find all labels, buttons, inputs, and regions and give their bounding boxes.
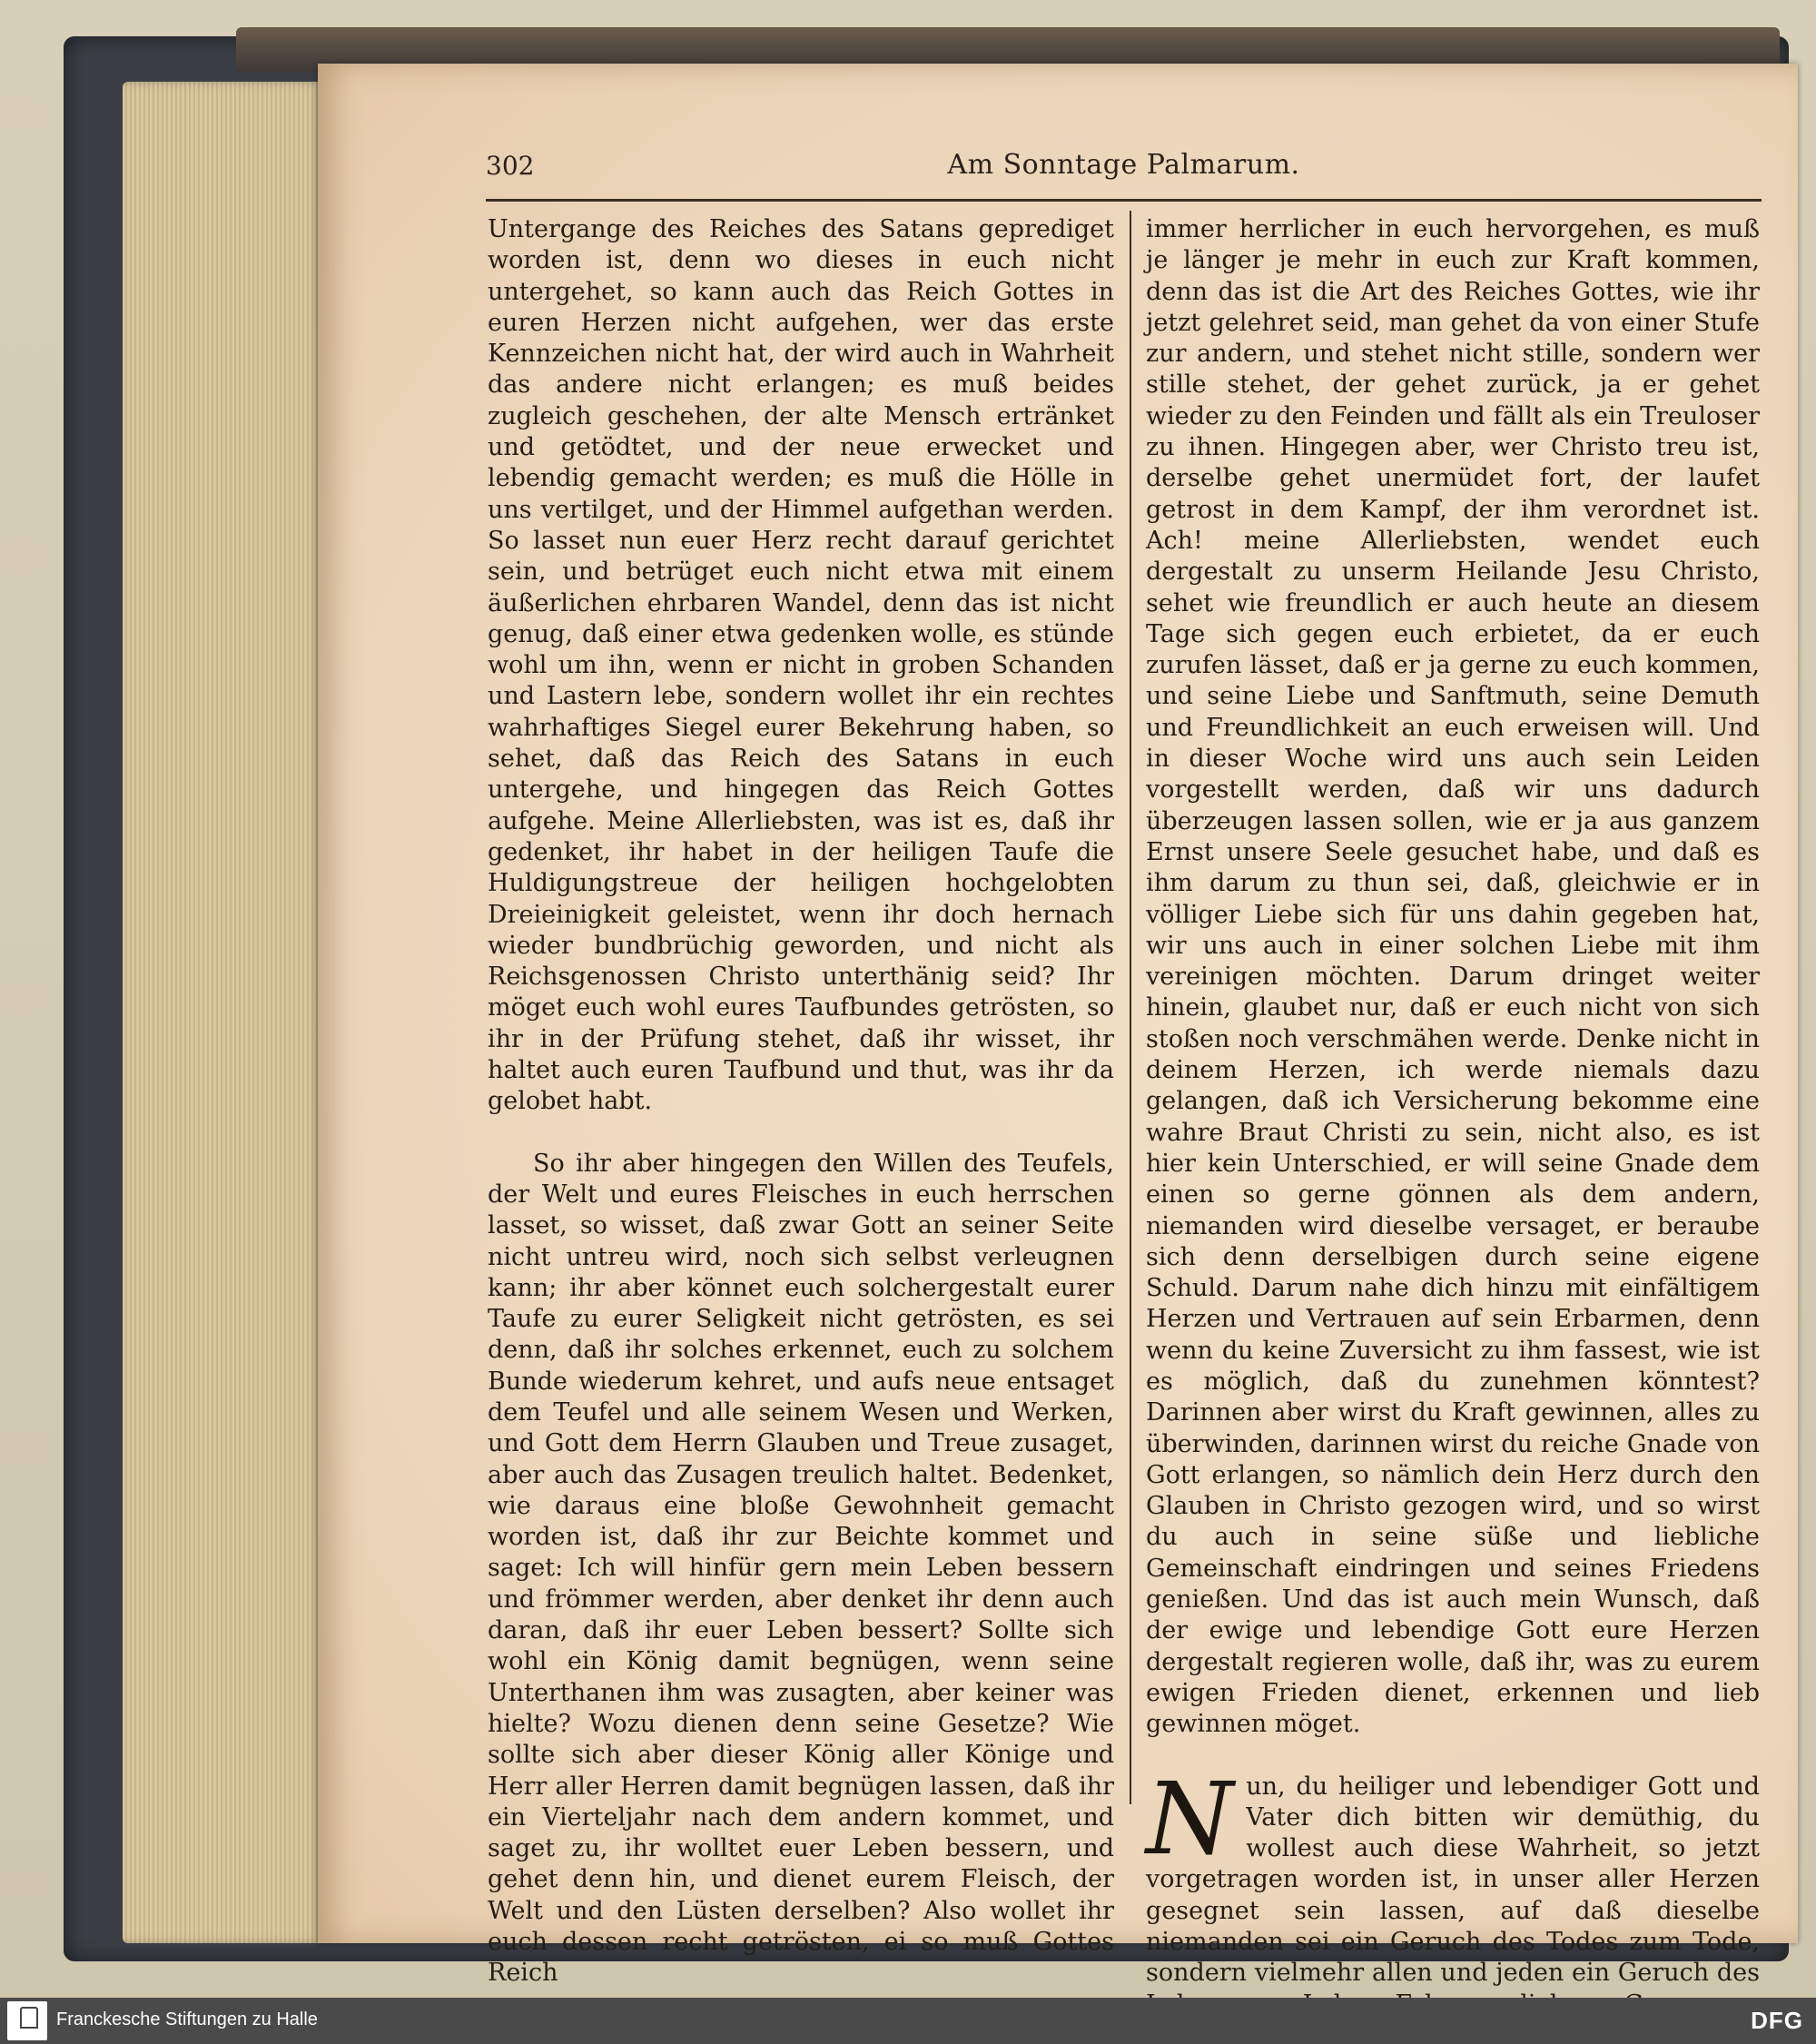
prayer-paragraph bbox=[1146, 1760, 1760, 2020]
header-rule bbox=[486, 199, 1762, 202]
right-paragraph-1: immer herrlicher in euch hervorgehen, es muß je länger je mehr in euch zur Kraft kommen, denn das ist die Art des Reiches Gottes, wie ihr jetzt gelehret seid, man gehet da von einer Stufe zur andern, und stehet nicht stille, sondern wer stille stehet, der gehet zurück, ja er gehet wieder zu den Feinden und fällt als ein Treuloser zu ihnen. Hingegen aber, wer Christo treu ist, derselbe gehet unermüdet fort, der laufet getrost in dem Kampf, der ihm verordnet ist. Ach! meine Allerliebsten, wendet euch dergestalt zu unserm Heilande Jesu Christo, sehet wie freundlich er auch heute an diesem Tage sich gegen euch erbietet, da er euch zurufen lässet, daß er ja gerne zu euch kommen, und seine Liebe und Sanftmuth, seine Demuth und Freundlichkeit an euch erweisen will. Und in dieser Woche wird uns auch sein Leiden vorgestellt werden, daß wir uns dadurch überzeugen lassen sollen, wie er ja aus ganzem Ernst unsere Seele gesuchet habe, und daß es ihm darum zu thun sei, daß, gleichwie er in völliger Liebe sich für uns dahin gegeben hat, wir uns auch in einer solchen Liebe mit ihm vereinigen möchten. Darum dringet weiter hinein, glaubet nur, daß er euch nicht von sich stoßen noch verschmähen werde. Denke nicht in deinem Herzen, ich werde niemals dazu gelangen, daß ich Versicherung bekomme eine wahre Braut Christi zu sein, nicht also, es ist hier kein Unterschied, er will seine Gnade dem einen so gerne gönnen als dem andern, niemanden wird dieselbe versaget, er beraube sich denn derselbigen durch seine eigene Schuld. Darum nahe dich hinzu mit einfältigem Herzen und Vertrauen auf sein Erbarmen, denn wenn du keine Zuversicht zu ihm fassest, wie ist es möglich, daß du zunehmen könntest? Darinnen aber wirst du Kraft gewinnen, alles zu überwinden, darinnen wirst du reiche Gnade von Gott erlangen, so nämlich dein Herz durch den Glauben in Christo gezogen wird, und so wirst du auch in seine süße und liebliche Gemeinschaft eindringen und seines Friedens genießen. Und das ist auch mein Wunsch, daß der ewige und lebendige Gott eure Herzen dergestalt regieren wolle, daß ihr, was zu eurem ewigen Frieden dienet, erkennen und lieb gewinnen möget. bbox=[1146, 215, 1760, 1739]
dfg-badge: DFG bbox=[1751, 2007, 1803, 2034]
running-head: Am Sonntage Palmarum. bbox=[947, 149, 1300, 181]
drop-cap-initial: N bbox=[1146, 1760, 1234, 1877]
page-header bbox=[486, 145, 1762, 191]
column-divider bbox=[1130, 211, 1131, 1804]
institution-name: Franckesche Stiftungen zu Halle bbox=[56, 2009, 318, 2029]
page-stack-edge bbox=[123, 82, 322, 1943]
paragraph-gap bbox=[488, 1118, 1114, 1149]
institution-logo-icon bbox=[7, 2001, 47, 2040]
left-paragraph-2: So ihr aber hingegen den Willen des Teufels, der Welt und eures Fleisches in euch herrschen lasset, so wisset, daß zwar Gott an seiner Seite nicht untreu wird, noch sich selbst verleugnen kann; ihr aber könnet euch solchergestalt eurer Taufe zu eurer Seligkeit nicht getrösten, es sei denn, daß ihr solches erkennet, euch zu solchem Bunde wiederum kehret, und aufs neue entsaget dem Teufel und alle seinem Wesen und Werken, und Gott dem Herrn Glauben und Treue zusaget, aber auch das Zusagen treulich haltet. Bedenket, wie daraus eine bloße Gewohnheit gemacht worden ist, daß ihr zur Beichte kommet und saget: Ich will hinfür gern mein Leben bessern und frömmer werden, aber denket ihr denn auch daran, daß ihr euer Leben bessert? Sollte sich wohl ein König damit begnügen, wenn seine Unterthanen ihm was zusagten, aber keiner was hielte? Wozu dienen denn seine Gesetze? Wie sollte sich aber dieser König aller Könige und Herr aller Herren damit begnügen lassen, daß ihr ein Vierteljahr nach dem andern kommet, und saget zu, ihr wolltet euer Leben bessern, und gehet denn hin, und dienet eurem Fleisch, der Welt und den Lüsten derselben? Also wollet ihr euch dessen recht getrösten, ei so muß Gottes Reich bbox=[488, 1149, 1114, 1988]
building-icon bbox=[20, 2007, 38, 2029]
footer-bar bbox=[0, 1998, 1816, 2044]
left-column bbox=[488, 214, 1114, 1990]
paragraph-gap bbox=[1146, 1741, 1760, 1772]
left-paragraph-1: Untergange des Reiches des Satans geprediget worden ist, denn wo dieses in euch nicht untergehet, so kann auch das Reich Gottes in euren Herzen nicht aufgehen, wer das erste Kennzeichen nicht hat, der wird auch in Wahrheit das andere nicht erlangen; es muß beides zugleich geschehen, der alte Mensch ertränket und getödtet, und der neue erwecket und lebendig gemacht werden; es muß die Hölle in uns vertilget, und der Himmel aufgethan werden. So lasset nun euer Herz recht darauf gerichtet sein, und betrüget euch nicht etwa mit einem äußerlichen ehrbaren Wandel, denn das ist nicht genug, daß einer etwa gedenken wolle, es stünde wohl um ihn, wenn er nicht in groben Schanden und Lastern lebe, sondern wollet ihr ein rechtes wahrhaftiges Siegel eurer Bekehrung haben, so sehet, daß das Reich des Satans in euch untergehe, und hingegen das Reich Gottes aufgehe. Meine Allerliebsten, was ist es, daß ihr gedenket, ihr habet in der heiligen Taufe die Huldigungstreue der heiligen hochgelobten Dreieinigkeit geleistet, wenn ihr doch hernach wieder bundbrüchig geworden, und nicht als Reichsgenossen Christo unterthänig seid? Ihr möget euch wohl eures Taufbundes getrösten, so ihr in der Prüfung stehet, daß ihr wisset, ihr haltet auch euren Taufbund und thut, was ihr da gelobet habt. bbox=[488, 215, 1114, 1116]
right-column bbox=[1146, 214, 1760, 2020]
page-number: 302 bbox=[486, 151, 535, 181]
prayer-text: un, du heiliger und lebendiger Gott und Vater dich bitten wir demüthig, du wollest auch diese Wahrheit, so jetzt vorgetragen worden ist, in unser aller Herzen gesegnet sein lassen, auf daß dieselbe niemanden sei ein Geruch des Todes zum Tode, sondern vielmehr allen und jeden ein Geruch des bbox=[1146, 1772, 1760, 1988]
